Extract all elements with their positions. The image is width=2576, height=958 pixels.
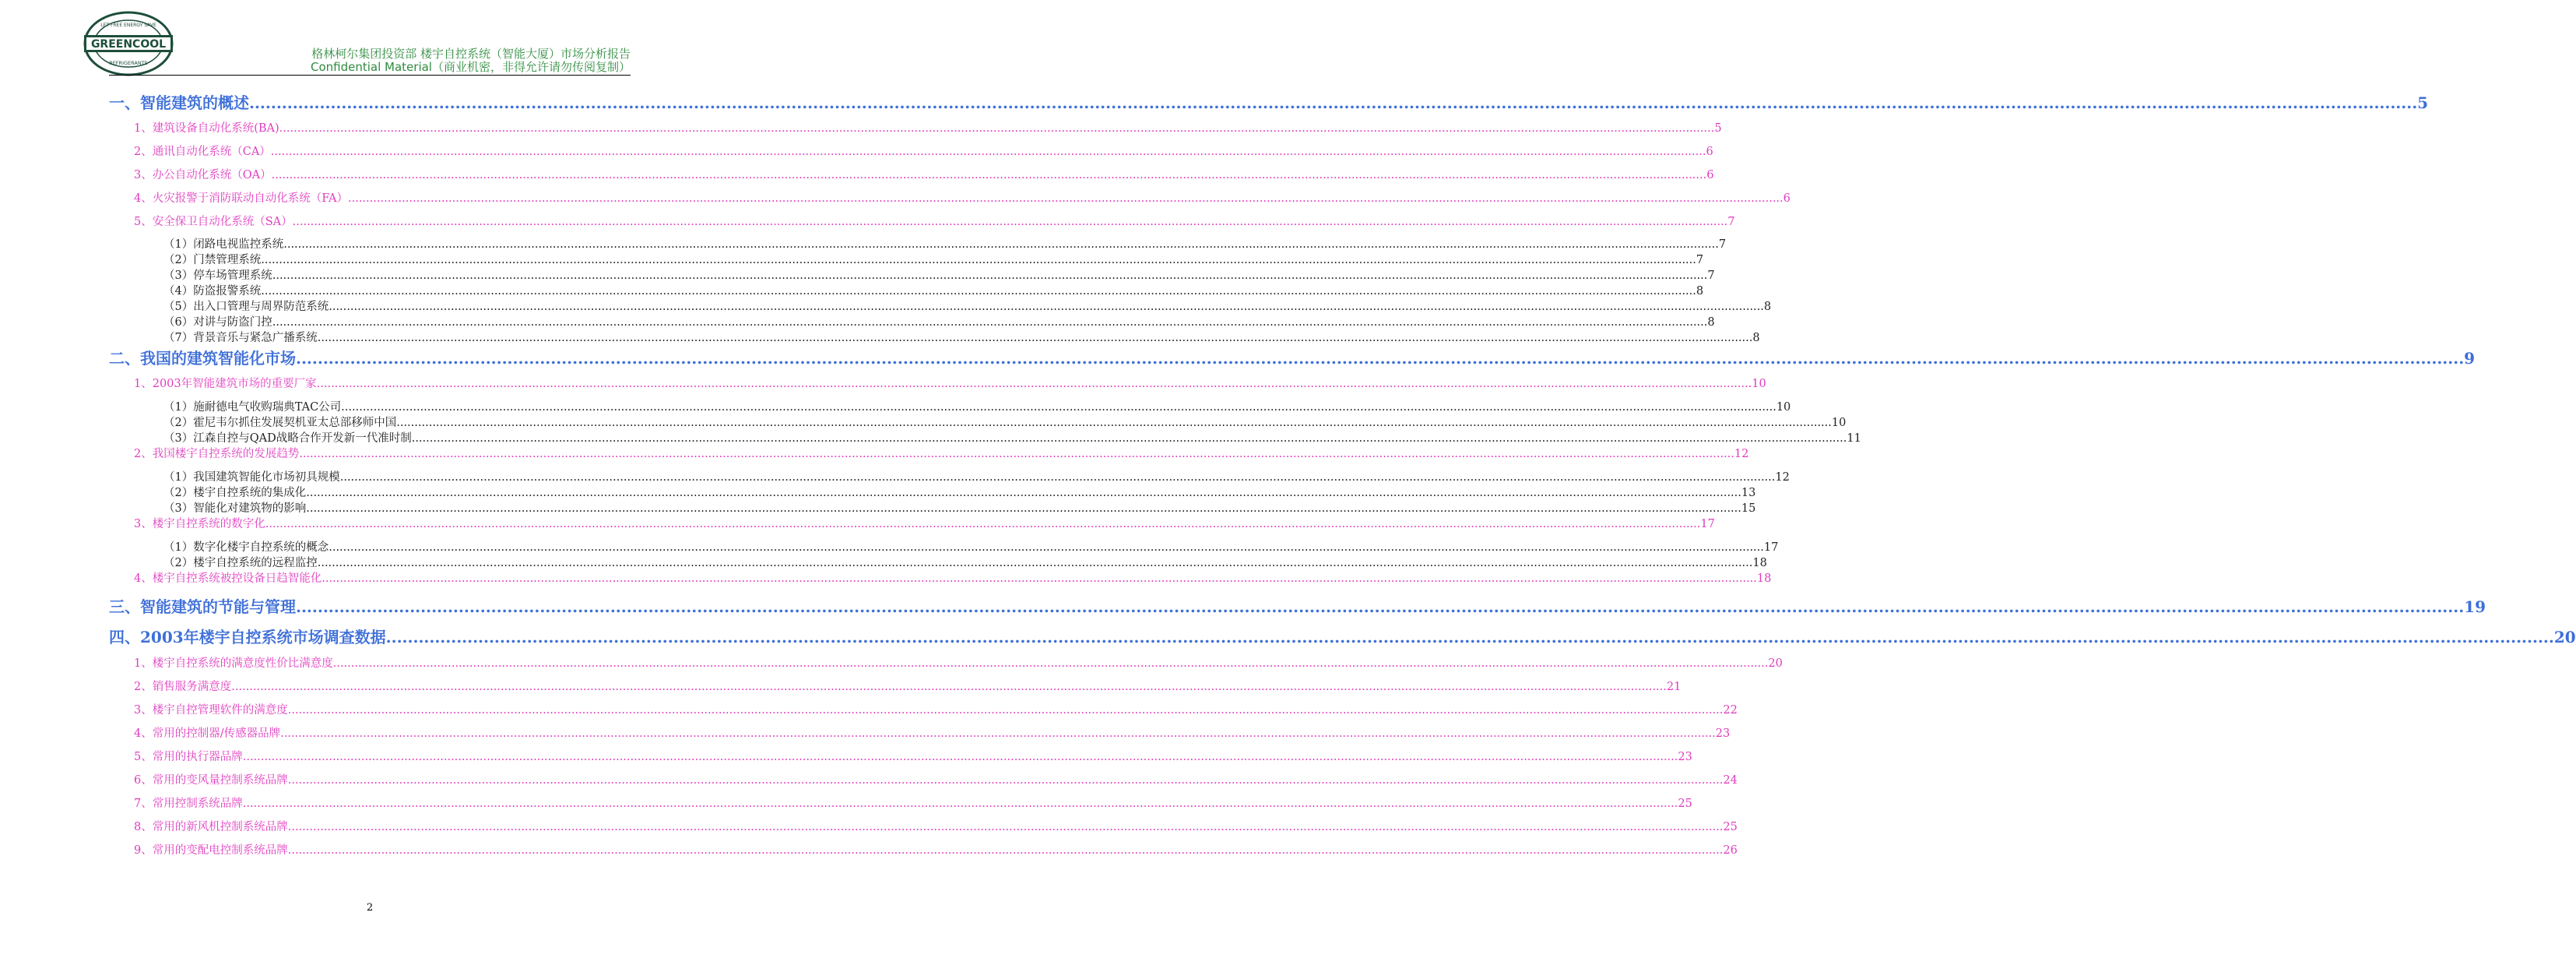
toc-subsection[interactable] [163,251,1704,267]
toc-leader: ................................................................................................................................................................................................................................................................................................................................................................................................................ [261,254,1696,266]
toc-title: 4、火灾报警于消防联动自动化系统（FA） [134,192,348,205]
toc-title: 3、办公自动化系统（OA） [134,169,272,181]
toc-section[interactable] [134,818,1738,834]
toc-leader: ................................................................................................................................................................................................................................................................................................................................................................................................................ [329,541,1764,554]
toc-leader: ................................................................................................................................................................................................................................................................................................................................................................................................................ [231,681,1667,693]
toc-subsection[interactable] [163,313,1715,329]
toc-subsection[interactable] [163,235,1727,252]
toc-page: 9 [2464,349,2476,368]
toc-page: 8 [1696,285,1704,298]
toc-leader: ................................................................................................................................................................................................................................................................................................................................................................................................................ [317,557,1753,569]
toc-leader: ................................................................................................................................................................................................................................................................................................................................................................................................................ [261,285,1696,298]
toc-leader: ................................................................................................................................................................................................................................................................................................................................................................................................................ [287,844,1724,857]
toc-title: 1、楼宇自控系统的满意度性价比满意度 [134,657,333,670]
toc-section[interactable] [134,375,1766,391]
toc-leader: ................................................................................................................................................................................................................................................................................................................................................................................................................ [322,572,1757,585]
toc-chapter[interactable] [109,90,2429,113]
toc-subsection[interactable] [163,329,1760,345]
toc-subsection[interactable] [163,282,1704,298]
toc-page: 10 [1776,401,1791,414]
toc-section[interactable] [134,143,1713,159]
toc-leader: ................................................................................................................................................................................................................................................................................................................................................................................................................ [242,798,1678,810]
toc-chapter[interactable] [109,594,2486,617]
toc-page: 26 [1723,844,1738,857]
toc-title: （3）停车场管理系统 [163,269,272,282]
toc-title: 4、楼宇自控系统被控设备日趋智能化 [134,572,322,585]
toc-page: 10 [1752,378,1766,390]
toc-title: （5）出入口管理与周界防范系统 [163,301,329,313]
toc-section[interactable] [134,569,1772,586]
toc-section[interactable] [134,771,1738,787]
toc-title: （2）楼宇自控系统的远程监控 [163,557,318,569]
toc-subsection[interactable] [163,484,1756,500]
toc-page: 25 [1723,821,1738,833]
toc-leader: ................................................................................................................................................................................................................................................................................................................................................................................................................ [283,238,1719,251]
toc-leader: ................................................................................................................................................................................................................................................................................................................................................................................................................ [411,432,1847,445]
toc-title: 1、2003年智能建筑市场的重要厂家 [134,378,317,390]
toc-page: 17 [1763,541,1779,554]
toc-section[interactable] [134,841,1738,858]
toc-page: 23 [1715,727,1731,740]
toc-page: 7 [1727,216,1735,228]
toc-leader: ................................................................................................................................................................................................................................................................................................................................................................................................................ [329,301,1764,313]
toc-subsection[interactable] [163,554,1767,570]
toc-page: 8 [1752,332,1760,344]
toc-title: 8、常用的新风机控制系统品牌 [134,821,288,833]
toc-page: 6 [1783,192,1791,205]
toc-page: 18 [1752,557,1767,569]
toc-page: 6 [1706,169,1714,181]
confidential-cn: （商业机密，非得允许请勿传阅复制） [431,60,631,74]
toc-title: 一、智能建筑的概述 [109,93,249,112]
toc-leader: ................................................................................................................................................................................................................................................................................................................................................................................................................ [265,518,1701,530]
toc-section[interactable] [134,166,1714,182]
toc-leader: ................................................................................................................................................................................................................................................................................................................................................................................................................ [348,192,1784,205]
toc-leader: ................................................................................................................................................................................................................................................................................................................................................................................................................ [306,502,1741,515]
toc-page: 7 [1707,269,1715,282]
toc-section[interactable] [134,748,1692,764]
toc-title: 2、通讯自动化系统（CA） [134,146,271,158]
toc-title: 三、智能建筑的节能与管理 [109,597,296,616]
toc-section[interactable] [134,701,1738,717]
toc-leader: ................................................................................................................................................................................................................................................................................................................................................................................................................ [279,122,1715,135]
toc-title: 2、我国楼宇自控系统的发展趋势 [134,448,300,460]
header-title: 格林柯尔集团投资部 楼宇自控系统（智能大厦）市场分析报告 [311,47,631,61]
toc-title: 四、2003年楼宇自控系统市场调查数据 [109,628,386,646]
toc-title: （1）施耐德电气收购瑞典TAC公司 [163,401,342,414]
toc-title: （1）我国建筑智能化市场初具规模 [163,471,340,484]
toc-section[interactable] [134,189,1791,206]
toc-page: 13 [1741,487,1756,499]
toc-leader: ................................................................................................................................................................................................................................................................................................................................................................................................................ [317,332,1753,344]
toc-title: （3）江森自控与QAD战略合作开发新一代准时制 [163,432,412,445]
toc-section[interactable] [134,654,1783,671]
toc-title: 5、安全保卫自动化系统（SA） [134,216,293,228]
toc-page: 24 [1723,774,1738,787]
header-confidential [202,58,631,75]
page-number: 2 [366,902,374,914]
toc-page: 25 [1678,798,1692,810]
toc-subsection[interactable] [163,429,1861,446]
toc-chapter[interactable] [109,346,2476,368]
toc-section[interactable] [134,213,1735,229]
toc-title: 3、楼宇自控管理软件的满意度 [134,704,288,717]
toc-leader: ................................................................................................................................................................................................................................................................................................................................................................................................................ [299,448,1734,460]
toc-page: 17 [1700,518,1715,530]
toc-leader: ................................................................................................................................................................................................................................................................................................................................................................................................................ [332,657,1769,670]
toc-subsection[interactable] [163,499,1756,516]
toc-leader: ................................................................................................................................................................................................................................................................................................................................................................................................................ [270,146,1706,158]
toc-subsection[interactable] [163,266,1715,283]
toc-title: （4）防盗报警系统 [163,285,262,298]
toc-title: 5、常用的执行器品牌 [134,751,243,763]
toc-section[interactable] [134,515,1715,531]
toc-page: 10 [1831,417,1847,429]
toc-title: （6）对讲与防盗门控 [163,316,272,329]
logo-top-text: LET FREE ENERGY SAVE [100,23,156,28]
toc-page: 12 [1734,448,1749,460]
toc-leader: ................................................................................................................................................................................................................................................................................................................................................................................................................ [287,704,1724,717]
toc-page: 8 [1763,301,1772,313]
toc-leader: ................................................................................................................................................................................................................................................................................................................................................................................................................ [296,597,2465,616]
greencool-logo [83,11,174,76]
toc-section[interactable] [134,445,1749,461]
toc-page: 7 [1696,254,1704,266]
toc-leader: ................................................................................................................................................................................................................................................................................................................................................................................................................ [280,727,1716,740]
toc-page: 11 [1847,432,1861,445]
toc-title: （3）智能化对建筑物的影响 [163,502,307,515]
toc-title: （2）霍尼韦尔抓住发展契机亚太总部移师中国 [163,417,397,429]
toc-section[interactable] [134,794,1692,811]
toc-title: 6、常用的变风量控制系统品牌 [134,774,288,787]
toc-page: 7 [1718,238,1727,251]
toc-subsection[interactable] [163,468,1790,484]
toc-subsection[interactable] [163,298,1772,314]
toc-leader: ................................................................................................................................................................................................................................................................................................................................................................................................................ [242,751,1678,763]
toc-page: 8 [1707,316,1715,329]
toc-section[interactable] [134,678,1682,694]
toc-leader: ................................................................................................................................................................................................................................................................................................................................................................................................................ [287,821,1724,833]
toc-leader: ................................................................................................................................................................................................................................................................................................................................................................................................................ [292,216,1728,228]
toc-title: （7）背景音乐与紧急广播系统 [163,332,318,344]
toc-page: 20 [1768,657,1783,670]
toc-title: （1）闭路电视监控系统 [163,238,284,251]
toc-leader: ................................................................................................................................................................................................................................................................................................................................................................................................................ [341,401,1776,414]
toc-subsection[interactable] [163,538,1779,555]
toc-page: 6 [1706,146,1713,158]
toc-leader: ................................................................................................................................................................................................................................................................................................................................................................................................................ [385,628,2554,646]
toc-title: （2）门禁管理系统 [163,254,262,266]
toc-page: 18 [1756,572,1772,585]
logo-brand: GREENCOOL [90,38,167,51]
toc-leader: ................................................................................................................................................................................................................................................................................................................................................................................................................ [296,349,2465,368]
toc-title: 二、我国的建筑智能化市场 [109,349,296,368]
toc-page: 21 [1666,681,1682,693]
toc-page: 5 [1714,122,1722,135]
logo-bottom-text: REFRIGERANTS [109,60,148,66]
toc-page: 23 [1678,751,1692,763]
toc-title: 3、楼宇自控系统的数字化 [134,518,265,530]
toc-leader: ................................................................................................................................................................................................................................................................................................................................................................................................................ [271,169,1707,181]
toc-page: 5 [2417,93,2429,112]
toc-title: （2）楼宇自控系统的集成化 [163,487,307,499]
toc-leader: ................................................................................................................................................................................................................................................................................................................................................................................................................ [316,378,1752,390]
toc-title: 4、常用的控制器/传感器品牌 [134,727,281,740]
toc-leader: ................................................................................................................................................................................................................................................................................................................................................................................................................ [339,471,1776,484]
toc-section[interactable] [134,119,1722,136]
toc-leader: ................................................................................................................................................................................................................................................................................................................................................................................................................ [396,417,1832,429]
toc-chapter[interactable] [109,625,2576,647]
toc-page: 12 [1775,471,1790,484]
toc-page: 20 [2553,628,2576,646]
toc-leader: ................................................................................................................................................................................................................................................................................................................................................................................................................ [249,93,2418,112]
header-rule [109,75,631,76]
toc-title: 9、常用的变配电控制系统品牌 [134,844,288,857]
toc-subsection[interactable] [163,414,1847,430]
toc-leader: ................................................................................................................................................................................................................................................................................................................................................................................................................ [287,774,1724,787]
toc-title: 1、建筑设备自动化系统(BA) [134,122,279,135]
toc-title: 7、常用控制系统品牌 [134,798,243,810]
toc-title: 2、销售服务满意度 [134,681,232,693]
toc-title: （1）数字化楼宇自控系统的概念 [163,541,329,554]
toc-leader: ................................................................................................................................................................................................................................................................................................................................................................................................................ [272,269,1708,282]
toc-page: 22 [1723,704,1738,717]
toc-page: 15 [1741,502,1756,515]
toc-section[interactable] [134,724,1731,741]
toc-leader: ................................................................................................................................................................................................................................................................................................................................................................................................................ [272,316,1708,329]
toc-subsection[interactable] [163,398,1791,414]
toc-page: 19 [2464,597,2486,616]
toc-leader: ................................................................................................................................................................................................................................................................................................................................................................................................................ [306,487,1741,499]
confidential-en: Confidential Material [311,60,432,74]
